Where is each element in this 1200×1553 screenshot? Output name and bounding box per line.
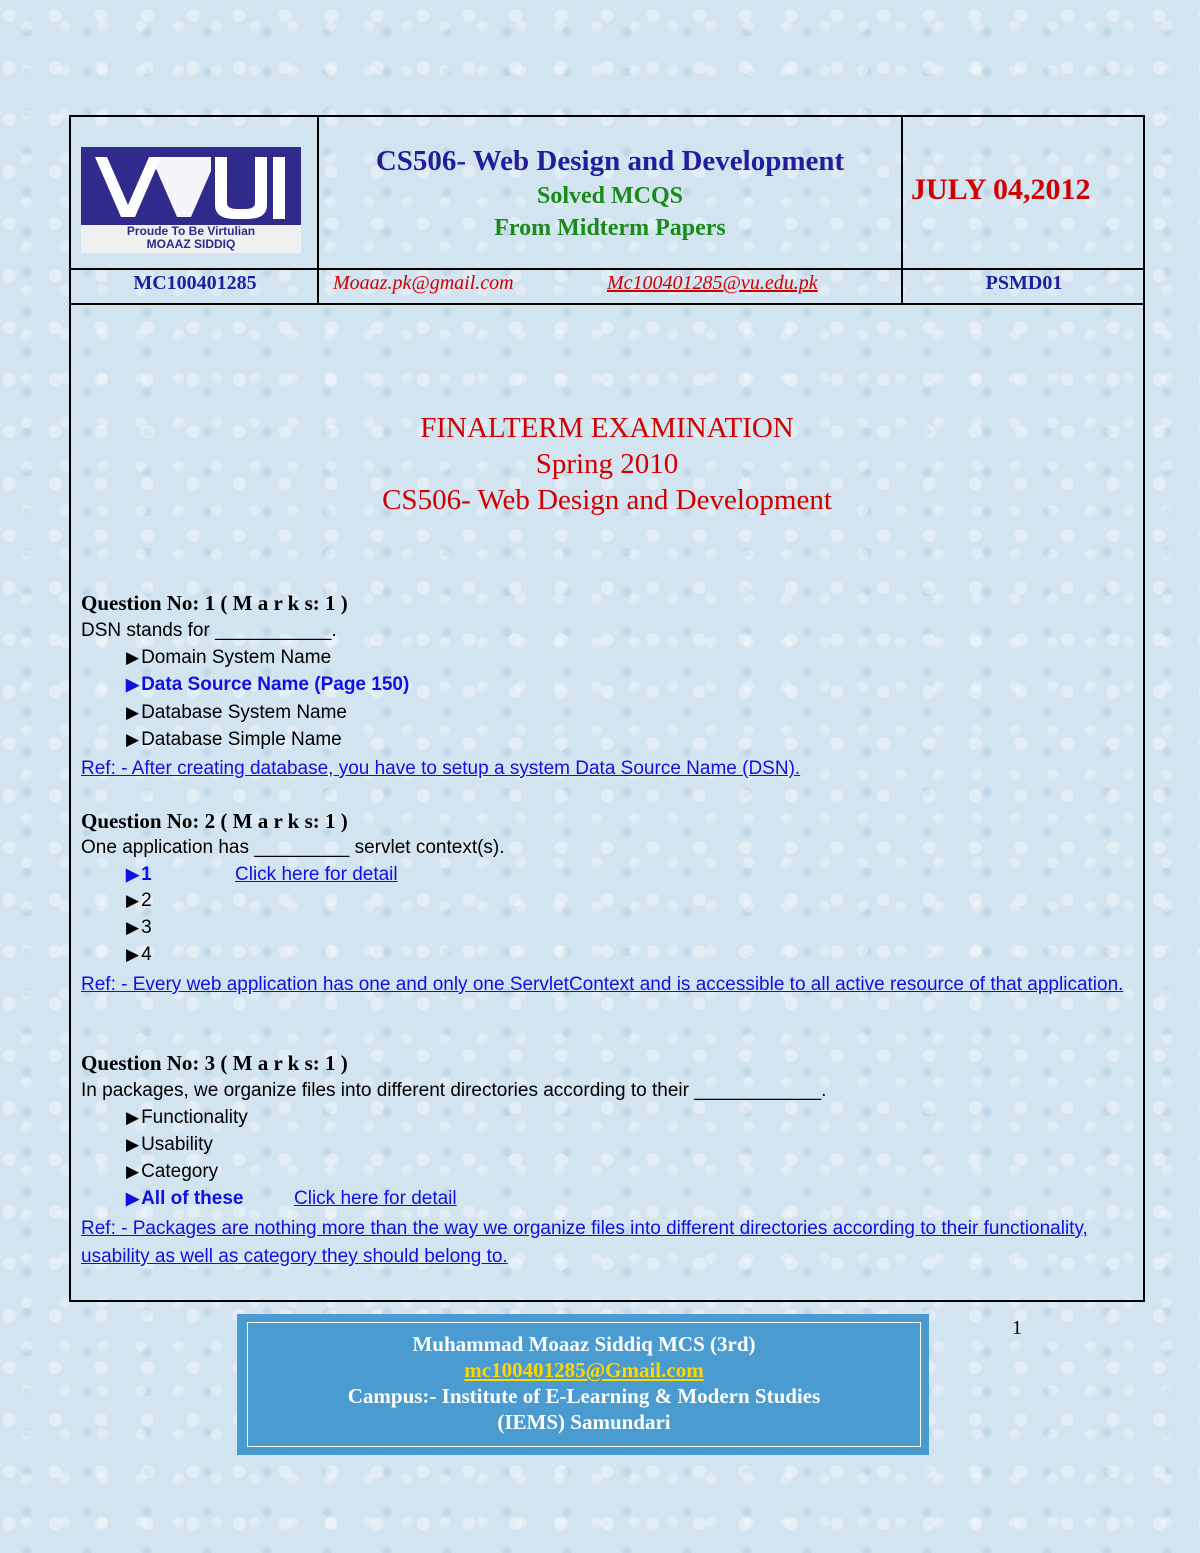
reference-link[interactable]: Ref: - After creating database, you have to setup a system Data Source Name (DSN). (81, 758, 801, 779)
arrow-icon: ▶ (126, 1108, 140, 1127)
header-row (71, 117, 1143, 270)
detail-link[interactable]: Click here for detail (294, 1188, 457, 1209)
date-cell (903, 117, 1145, 268)
vu-logo-art (81, 147, 301, 225)
arrow-icon: ▶ (126, 891, 140, 910)
option (126, 917, 152, 939)
option-label: Data Source Name (Page 150) (141, 674, 410, 695)
arrow-icon: ▶ (126, 918, 140, 937)
doc-date: JULY 04,2012 (911, 173, 1091, 206)
logo-caption-line2: MOAAZ SIDDIQ (146, 237, 236, 251)
info-row (71, 268, 1143, 305)
exam-term: Spring 2010 (535, 448, 679, 480)
option-label: Category (141, 1161, 219, 1182)
document-frame (69, 115, 1145, 1302)
logo-caption (81, 225, 301, 253)
logo-caption-line1: Proude To Be Virtulian (126, 224, 256, 238)
option-label: All of these (141, 1188, 244, 1209)
option (126, 702, 347, 724)
footer-inner (247, 1322, 921, 1447)
option-label: Database Simple Name (141, 729, 342, 750)
option-label: Domain System Name (141, 647, 332, 668)
detail-link[interactable]: Click here for detail (235, 864, 398, 885)
option-answer (126, 864, 152, 886)
question-heading: Question No: 3 ( M a r k s: 1 ) (81, 1051, 348, 1075)
exam-title: FINALTERM EXAMINATION (420, 412, 794, 444)
exam-course: CS506- Web Design and Development (382, 484, 832, 516)
option-answer (126, 1188, 243, 1210)
doc-subtitle-2: From Midterm Papers (494, 215, 726, 241)
arrow-icon: ▶ (126, 703, 140, 722)
option (126, 890, 152, 912)
email-link[interactable]: Moaaz.pk@gmail.com (333, 272, 514, 294)
reference-link[interactable]: Ref: - Every web application has one and only one ServletContext and is accessible to all active resource of that application. (81, 974, 1124, 995)
arrow-icon: ▶ (126, 945, 140, 964)
option (126, 729, 342, 751)
title-cell (319, 117, 901, 268)
option (126, 1107, 248, 1129)
option-label: 2 (141, 890, 152, 911)
footer-box (237, 1314, 929, 1455)
campus-line-2: (IEMS) Samundari (497, 1410, 671, 1434)
arrow-icon: ▶ (126, 865, 140, 884)
question-text: In packages, we organize files into different directories according to their ____________. (81, 1080, 827, 1101)
option (126, 944, 152, 966)
arrow-icon: ▶ (126, 648, 140, 667)
option-answer (126, 674, 409, 696)
doc-subtitle: Solved MCQS (536, 183, 683, 209)
question-text: DSN stands for ___________. (81, 620, 337, 641)
author-name: Muhammad Moaaz Siddiq MCS (3rd) (412, 1332, 756, 1356)
question-text: One application has _________ servlet context(s). (81, 837, 505, 858)
option-label: Database System Name (141, 702, 347, 723)
question-heading: Question No: 1 ( M a r k s: 1 ) (81, 591, 348, 615)
student-id: MC100401285 (133, 272, 257, 294)
page-number: 1 (1012, 1317, 1022, 1339)
arrow-icon: ▶ (126, 1189, 140, 1208)
vu-email-link[interactable]: Mc100401285@vu.edu.pk (607, 272, 818, 294)
arrow-icon: ▶ (126, 730, 140, 749)
reference-link[interactable]: Ref: - Packages are nothing more than the way we organize files into different directories according to their functionality, usability as well as category they should belong to. (81, 1218, 1088, 1267)
option-label: 1 (141, 864, 152, 885)
option (126, 1134, 213, 1156)
option-label: 3 (141, 917, 152, 938)
option-label: Usability (141, 1134, 213, 1155)
arrow-icon: ▶ (126, 1135, 140, 1154)
option-label: Functionality (141, 1107, 248, 1128)
campus-line: Campus:- Institute of E-Learning & Modern Studies (347, 1384, 821, 1408)
question-heading: Question No: 2 ( M a r k s: 1 ) (81, 809, 348, 833)
option-label: 4 (141, 944, 152, 965)
option (126, 1161, 218, 1183)
vu-logo (81, 147, 301, 253)
option (126, 647, 331, 669)
footer-email-link[interactable]: mc100401285@Gmail.com (464, 1358, 704, 1382)
arrow-icon: ▶ (126, 1162, 140, 1181)
doc-title: CS506- Web Design and Development (375, 145, 845, 177)
doc-code: PSMD01 (985, 272, 1063, 294)
arrow-icon: ▶ (126, 675, 140, 694)
